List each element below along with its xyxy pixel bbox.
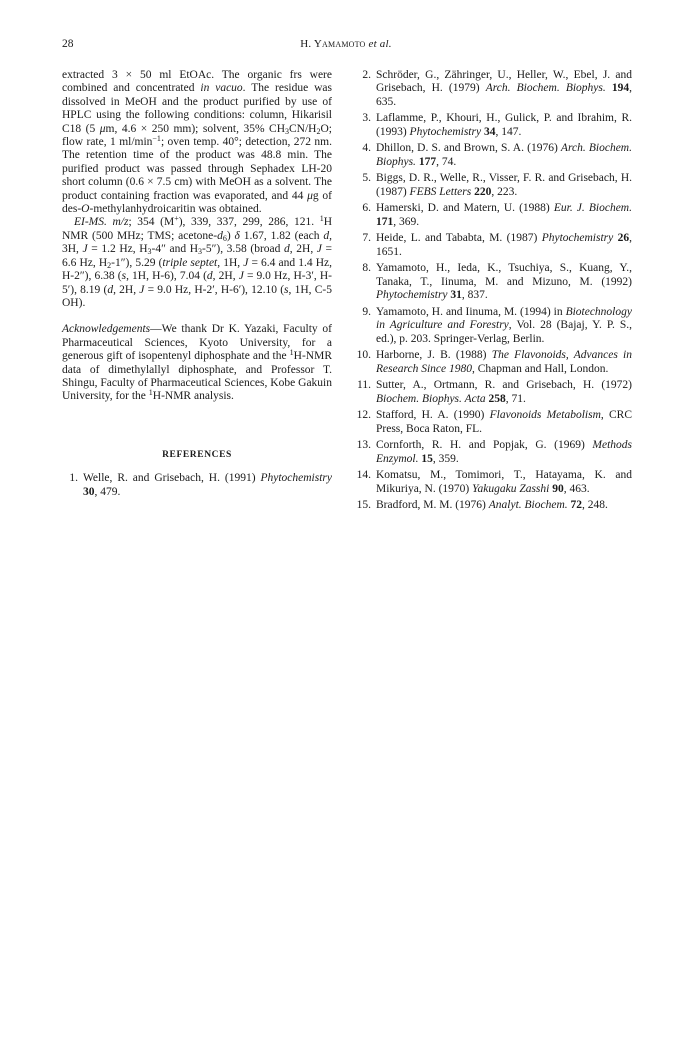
running-head-etal: et al. bbox=[368, 38, 392, 50]
text-run: Biotechnology in Agriculture and Forestry bbox=[376, 305, 632, 332]
text-run: , 359. bbox=[432, 452, 459, 465]
reference-number: 9. bbox=[362, 305, 371, 318]
reference-number: 11. bbox=[357, 379, 371, 392]
text-run: ; oven temp. 40°; detection, 272 nm. The retention time of the product was 48.8 min. The purified product was passed through Sephadex LH-20 short column (0.6 × 7.5 cm) with MeOH as a solvent. The product containing fraction was evaporated, and 44 bbox=[62, 136, 332, 202]
reference-item bbox=[355, 172, 632, 199]
text-run: , 1651. bbox=[376, 232, 633, 258]
text-run: triple septet bbox=[162, 256, 218, 269]
reference-text bbox=[376, 202, 632, 229]
text-run: , Vol. 28 (Bajaj, Y. P. S., ed.), p. 203. Springer-Verlag, Berlin. bbox=[376, 319, 632, 345]
reference-item bbox=[355, 306, 632, 346]
text-run: CN/H bbox=[289, 122, 317, 135]
reference-number: 8. bbox=[362, 262, 371, 275]
text-run: = 1.2 Hz, H bbox=[87, 243, 148, 256]
reference-item bbox=[355, 499, 632, 512]
text-run: = 9.0 Hz, H-2′, H-6′), 12.10 ( bbox=[144, 283, 285, 296]
text-run: 2 bbox=[316, 126, 321, 136]
reference-number: 15. bbox=[356, 499, 371, 512]
reference-text bbox=[83, 472, 332, 499]
text-run: 177 bbox=[418, 155, 437, 168]
reference-text bbox=[376, 499, 632, 512]
text-run: , 1H, C-5 OH). bbox=[62, 283, 332, 309]
reference-list-left bbox=[62, 472, 332, 499]
text-run: μ bbox=[307, 189, 313, 202]
text-run: J bbox=[316, 243, 322, 256]
reference-item bbox=[355, 262, 632, 302]
reference-number: 7. bbox=[362, 232, 371, 245]
reference-number: 10. bbox=[356, 349, 371, 362]
methods-paragraph bbox=[62, 69, 332, 216]
text-run: , 147. bbox=[495, 125, 522, 138]
text-run: m, 4.6 × 250 mm); solvent, 35% CH bbox=[105, 122, 286, 135]
text-run: ), 339, 337, 299, 286, 121. bbox=[178, 216, 320, 229]
text-run: Stafford, H. A. (1990) bbox=[376, 409, 490, 422]
text-run: in vacuo bbox=[200, 82, 243, 95]
text-run: FEBS Letters bbox=[409, 185, 472, 198]
text-run: Sutter, A., Ortmann, R. and Grisebach, H. (1972) bbox=[376, 379, 632, 392]
text-run: -5″), 3.58 (broad bbox=[202, 243, 285, 256]
reference-item bbox=[355, 232, 632, 259]
text-run: , 248. bbox=[582, 499, 608, 512]
reference-item bbox=[355, 379, 632, 406]
text-run: , 463. bbox=[563, 482, 590, 495]
text-run: , 479. bbox=[94, 485, 121, 498]
text-run: 2 bbox=[107, 260, 112, 270]
text-run: , 74. bbox=[436, 155, 457, 168]
text-run: Cornforth, R. H. and Popjak, G. (1969) bbox=[376, 439, 593, 452]
text-run: 3 bbox=[147, 247, 152, 257]
text-run: Biggs, D. R., Welle, R., Visser, F. R. and Grisebach, H. (1987) bbox=[376, 172, 632, 198]
text-run: 194 bbox=[611, 82, 630, 95]
reference-item bbox=[355, 202, 632, 229]
text-run: d bbox=[206, 270, 213, 283]
reference-text bbox=[376, 142, 632, 169]
text-run: 1.67, 1.82 (each bbox=[239, 229, 324, 242]
text-run: = 6.6 Hz, H bbox=[62, 243, 332, 269]
text-run: , Chapman and Hall, London. bbox=[472, 362, 609, 375]
reference-item bbox=[355, 69, 632, 109]
text-run: J bbox=[238, 270, 244, 283]
text-run: Biochem. Biophys. Acta bbox=[376, 392, 486, 405]
text-run: ; 354 (M bbox=[128, 216, 175, 229]
text-run: 3 bbox=[198, 247, 202, 257]
text-run: 6 bbox=[222, 233, 227, 243]
reference-text bbox=[376, 409, 632, 436]
reference-item bbox=[62, 472, 332, 499]
text-run: Yamamoto, H., Ieda, K., Tsuchiya, S., Kuang, Y., Tanaka, T., Iinuma, M. and Mizuno, M. (1992) bbox=[376, 262, 632, 288]
reference-item bbox=[355, 409, 632, 436]
text-run: 15 bbox=[421, 452, 433, 465]
text-run: 90 bbox=[552, 482, 564, 495]
left-column bbox=[62, 69, 332, 502]
text-run: , 1H, bbox=[217, 256, 244, 269]
text-run: , 71. bbox=[505, 392, 526, 405]
text-run: Methods Enzymol. bbox=[376, 439, 632, 465]
text-run: 171 bbox=[376, 215, 394, 228]
reference-item bbox=[355, 349, 632, 376]
reference-text bbox=[376, 379, 632, 406]
text-run: , 635. bbox=[376, 82, 633, 108]
text-run: EI-MS. m/z bbox=[74, 216, 129, 229]
text-run: , 3H, bbox=[62, 229, 332, 256]
text-run: 72 bbox=[570, 499, 583, 512]
reference-number: 14. bbox=[356, 469, 371, 482]
text-run: Dhillon, D. S. and Brown, S. A. (1976) bbox=[376, 142, 561, 155]
text-run: -methylanhydroicaritin was obtained. bbox=[89, 203, 262, 216]
reference-text bbox=[376, 69, 632, 109]
text-run: Harborne, J. B. (1988) bbox=[376, 349, 492, 362]
text-run: Arch. Biochem. Biophys. bbox=[376, 142, 632, 168]
text-run: Acknowledgements bbox=[62, 323, 151, 336]
text-run: Komatsu, M., Tomimori, T., Hatayama, K. and Mikuriya, N. (1970) bbox=[376, 469, 632, 495]
text-run: 26 bbox=[617, 232, 630, 245]
reference-list-right bbox=[355, 69, 632, 513]
text-run: J bbox=[82, 243, 88, 256]
text-run: , 2H, bbox=[289, 243, 317, 256]
references-heading: REFERENCES bbox=[162, 449, 232, 460]
text-run: , 369. bbox=[393, 215, 420, 228]
text-run: , 2H, bbox=[212, 270, 239, 283]
text-run: Bradford, M. M. (1976) bbox=[376, 499, 489, 512]
text-run: d bbox=[107, 283, 114, 296]
text-run: d bbox=[323, 229, 330, 242]
text-run: J bbox=[243, 256, 249, 269]
text-run: O; flow rate, 1 ml/min bbox=[62, 122, 332, 149]
text-run: Yakugaku Zasshi bbox=[472, 482, 550, 495]
reference-number: 1. bbox=[69, 472, 78, 485]
reference-number: 4. bbox=[362, 142, 371, 155]
reference-text bbox=[376, 306, 632, 346]
reference-text bbox=[376, 172, 632, 199]
text-run: , CRC Press, Boca Raton, FL. bbox=[376, 409, 632, 435]
running-head bbox=[0, 38, 692, 50]
text-run: O bbox=[81, 203, 90, 216]
acknowledgements bbox=[62, 323, 332, 403]
text-run: 1 bbox=[289, 348, 294, 358]
text-run: Arch. Biochem. Biophys. bbox=[485, 82, 606, 95]
text-run: Hamerski, D. and Matern, U. (1988) bbox=[376, 202, 554, 215]
text-run: -1″), 5.29 ( bbox=[111, 256, 163, 269]
reference-item bbox=[355, 439, 632, 466]
reference-number: 13. bbox=[356, 439, 371, 452]
text-run: g of des- bbox=[62, 189, 332, 216]
text-run: + bbox=[174, 214, 179, 224]
text-run: Phytochemistry bbox=[409, 125, 482, 138]
right-column bbox=[355, 69, 632, 516]
reference-number: 2. bbox=[362, 69, 371, 81]
reference-number: 3. bbox=[362, 112, 371, 125]
text-run: Laflamme, P., Khouri, H., Gulick, P. and Ibrahim, R. (1993) bbox=[376, 112, 632, 138]
text-run: ) bbox=[226, 229, 235, 242]
text-run: Yamamoto, H. and Iinuma, M. (1994) in bbox=[376, 305, 566, 318]
text-run: , 2H, bbox=[113, 283, 140, 296]
text-run: Phytochemistry bbox=[376, 289, 448, 302]
reference-number: 6. bbox=[362, 202, 371, 215]
text-run: , 837. bbox=[461, 289, 488, 302]
text-run: = 6.4 and 1.4 Hz, H-2″), 6.38 ( bbox=[62, 256, 333, 283]
page-number: 28 bbox=[62, 38, 74, 50]
reference-item bbox=[355, 112, 632, 139]
reference-item bbox=[355, 469, 632, 496]
reference-item bbox=[355, 142, 632, 169]
text-run: H-NMR data of dimethylallyl diphosphate, and Professor T. Shingu, Faculty of Pharmaceutical Sciences, Kobe Gakuin University, for the bbox=[62, 350, 332, 403]
reference-text bbox=[376, 469, 632, 496]
text-run: d bbox=[217, 229, 223, 242]
text-run: . The residue was dissolved in MeOH and the product purified by use of HPLC using the following conditions: column, Hikarisil C18 (5 bbox=[62, 82, 332, 135]
text-run: −1 bbox=[152, 134, 161, 144]
text-run: 31 bbox=[450, 289, 462, 302]
text-run: 1 bbox=[148, 388, 153, 398]
text-run: δ bbox=[234, 229, 240, 242]
text-run: Welle, R. and Grisebach, H. (1991) bbox=[83, 472, 261, 485]
text-run: d bbox=[284, 243, 290, 256]
text-run: , 1H, H-6), 7.04 ( bbox=[126, 270, 207, 283]
text-run: -4″ and H bbox=[151, 243, 198, 256]
text-run: 1 bbox=[319, 214, 324, 224]
text-run: extracted 3 × 50 ml EtOAc. The organic frs were combined and concentrated bbox=[62, 69, 332, 95]
text-run: Analyt. Biochem. bbox=[488, 499, 568, 512]
text-run: s bbox=[284, 283, 289, 296]
text-run: Flavonoids Metabolism bbox=[489, 409, 601, 422]
reference-number: 5. bbox=[362, 172, 371, 185]
reference-text bbox=[376, 112, 632, 139]
text-run: s bbox=[121, 270, 127, 283]
text-run: J bbox=[139, 283, 145, 296]
spectral-data-paragraph bbox=[62, 216, 332, 310]
reference-text bbox=[376, 349, 632, 376]
text-run: Phytochemistry bbox=[260, 472, 332, 485]
text-run: Eur. J. Biochem. bbox=[553, 202, 632, 215]
reference-text bbox=[376, 439, 632, 466]
text-run: —We thank Dr K. Yazaki, Faculty of Pharmaceutical Sciences, Kyoto University, for a generous gift of isopentenyl diphosphate and the bbox=[62, 323, 332, 363]
text-run: = 9.0 Hz, H-3′, H-5′), 8.19 ( bbox=[62, 270, 332, 296]
text-run: Schröder, G., Zähringer, U., Heller, W., Ebel, J. and Grisebach, H. (1979) bbox=[376, 69, 632, 95]
text-run: 3 bbox=[285, 126, 290, 136]
text-run: The Flavonoids, Advances in Research Since 1980 bbox=[376, 349, 633, 375]
text-run: H-NMR analysis. bbox=[152, 390, 234, 403]
text-run: 30 bbox=[83, 485, 95, 498]
text-run: Heide, L. and Tababta, M. (1987) bbox=[376, 232, 542, 245]
text-run: Phytochemistry bbox=[541, 232, 614, 245]
text-run: 258 bbox=[488, 392, 506, 405]
text-run: 220 bbox=[474, 185, 492, 198]
reference-number: 12. bbox=[356, 409, 371, 422]
reference-text bbox=[376, 262, 632, 302]
text-run: μ bbox=[99, 122, 106, 135]
reference-text bbox=[376, 232, 632, 259]
text-run: , 223. bbox=[491, 185, 518, 198]
running-head-author: H. Yamamoto bbox=[300, 38, 366, 50]
text-run: 34 bbox=[483, 125, 496, 138]
text-run: H NMR (500 MHz; TMS; acetone- bbox=[62, 216, 332, 242]
